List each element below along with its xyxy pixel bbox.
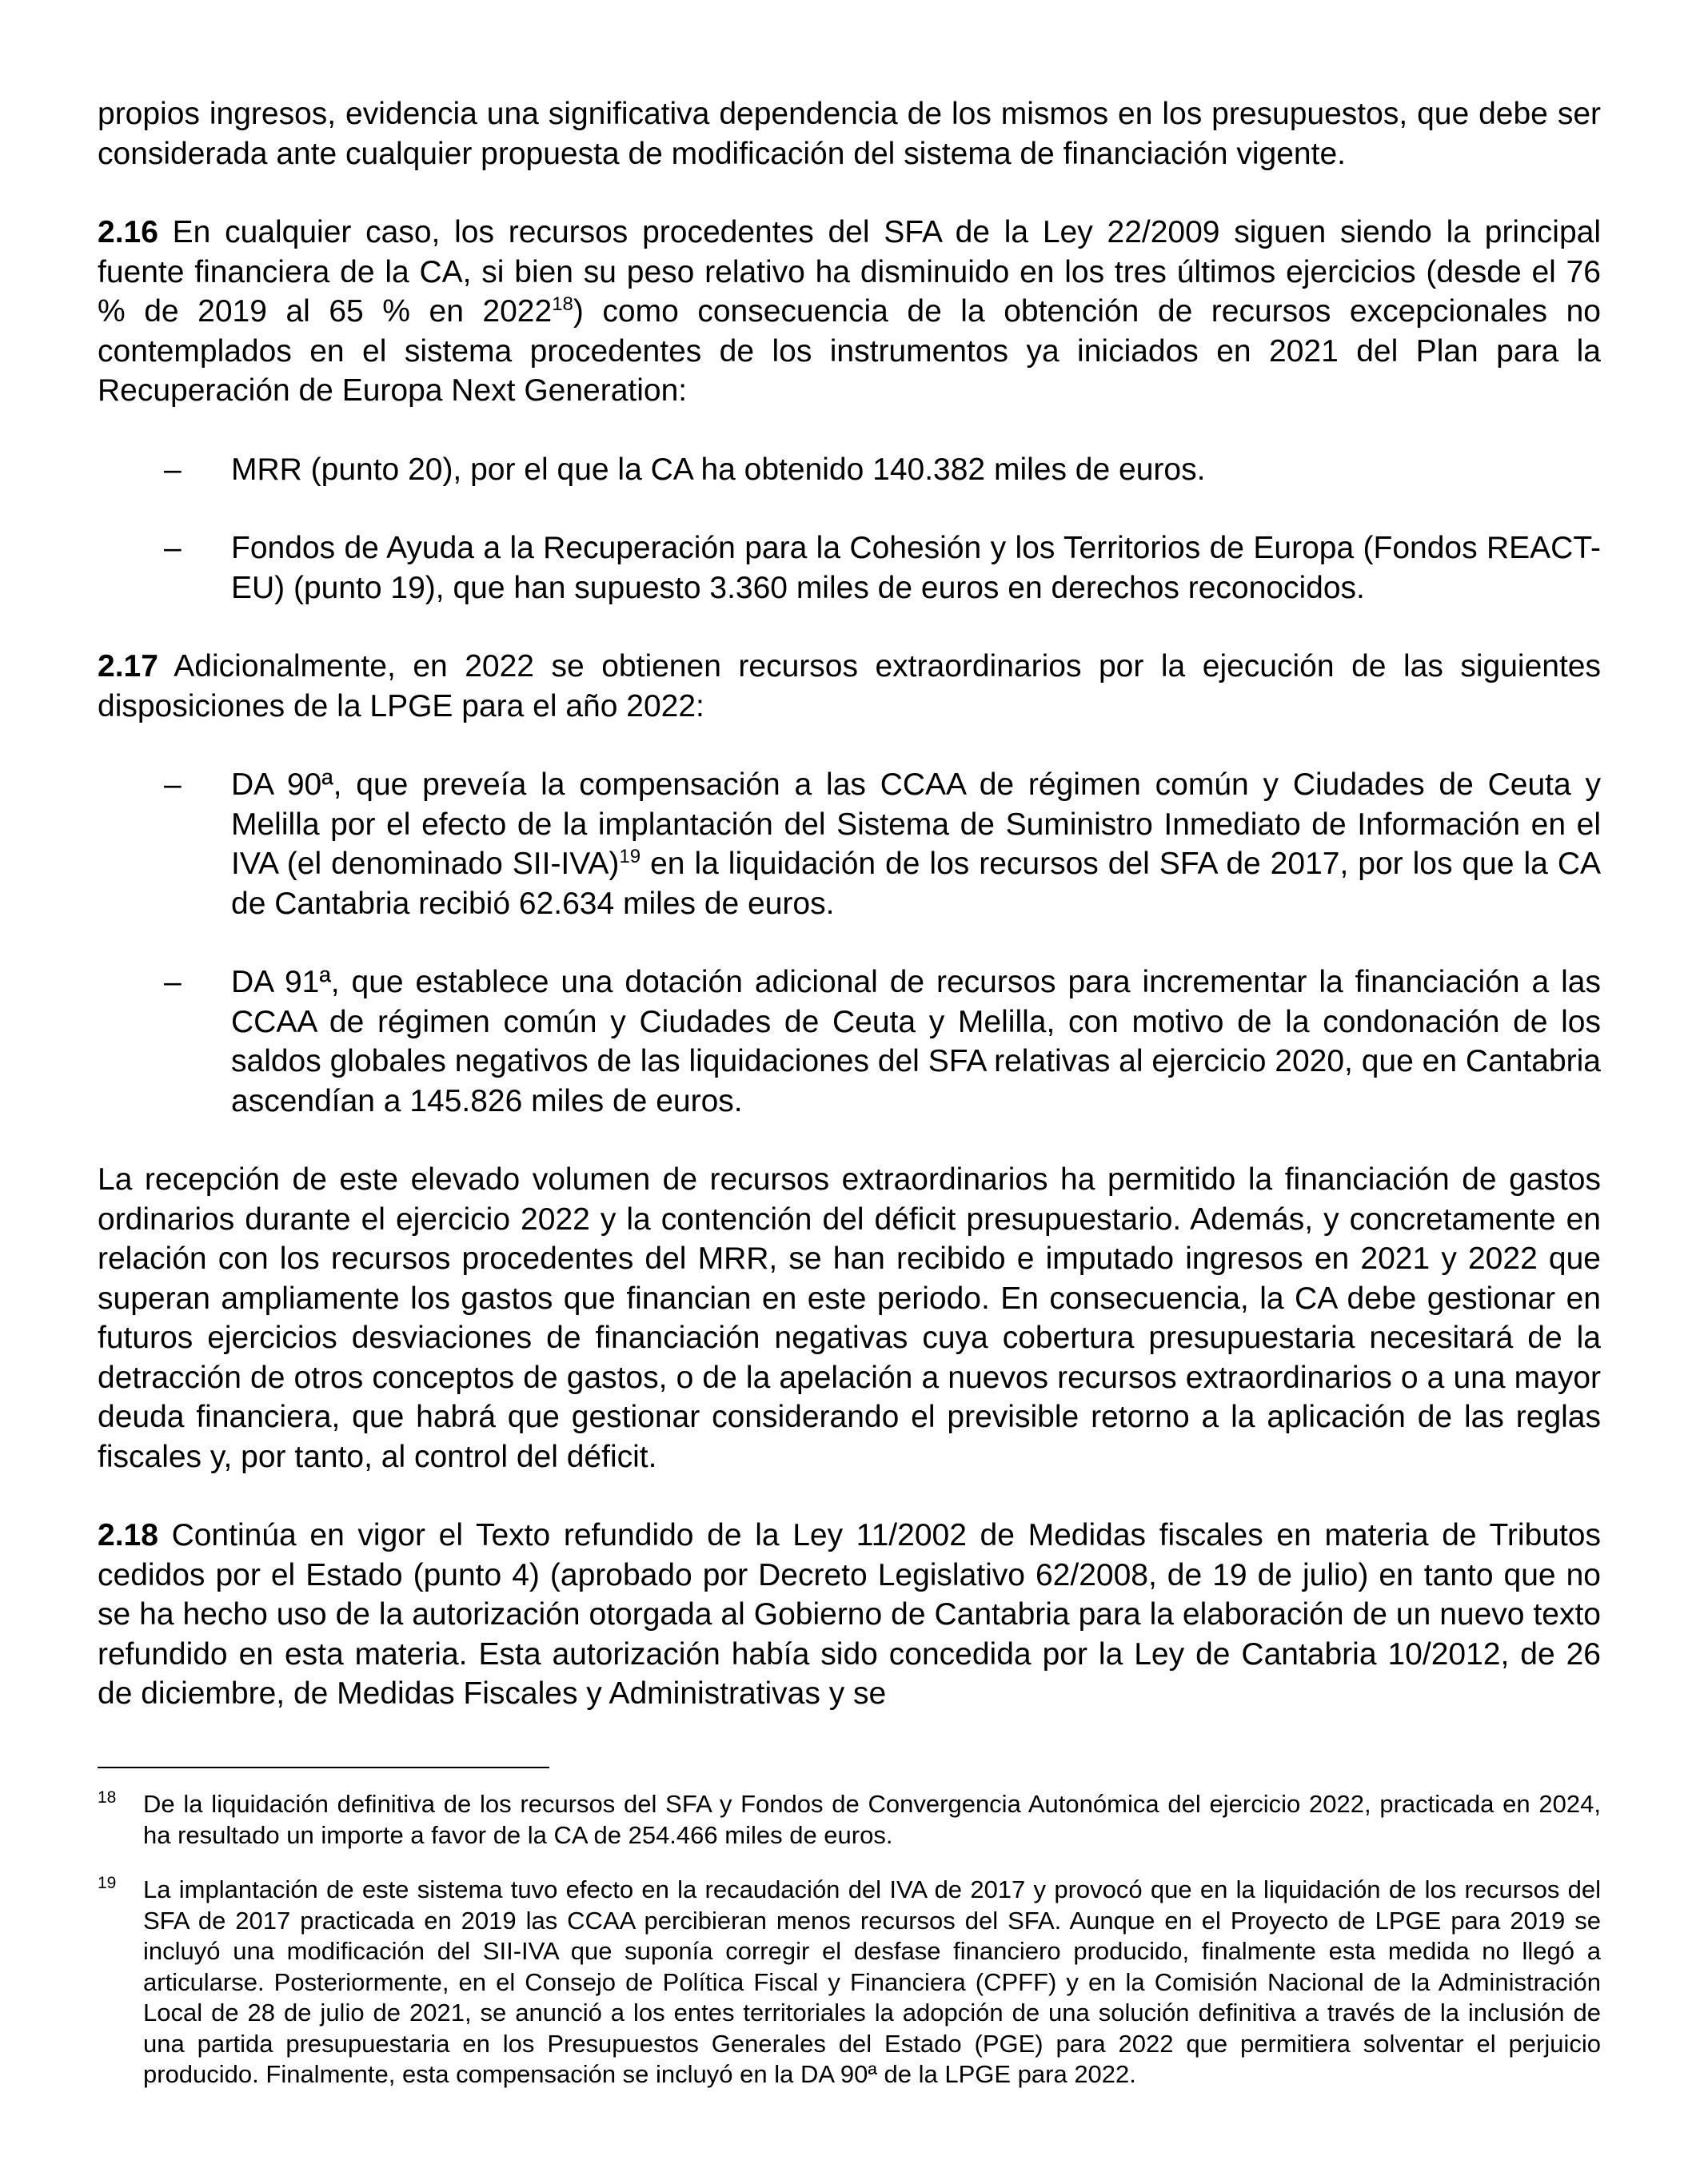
dash-bullet-icon: – [164, 767, 182, 802]
list-item-text-a: DA 90ª, que preveía la compensación a las CCAA de régimen común y Ciudades de Ceuta y Melilla por el efecto de la implantación del Sistema de Suministro Inmediato de Información en el IVA (el denominado SII-IVA) [231, 767, 1601, 881]
footnote-separator [98, 1767, 549, 1768]
list-item [98, 450, 1601, 490]
bullet-list-2-16 [98, 450, 1601, 608]
paragraph-2-16-text-a: En cualquier caso, los recursos procedentes del SFA de la Ley 22/2009 siguen siendo la principal fuente financiera de la CA, si bien su peso relativo ha disminuido en los tres últimos ejercicios (desde el 76 % de 2019 al 65 % en 2022 [98, 215, 1601, 329]
paragraph-2-16-text-b: ) como consecuencia de la obtención de recursos excepcionales no contemplados en el sistema procedentes de los instrumentos ya iniciados en 2021 del Plan para la Recuperación de Europa Next Generation: [98, 294, 1601, 408]
list-item [98, 528, 1601, 608]
footnote-ref-19[interactable]: 19 [619, 846, 641, 867]
paragraph-2-17 [98, 647, 1601, 726]
footnote-text: La implantación de este sistema tuvo efecto en la recaudación del IVA de 2017 y provocó que en la liquidación de los recursos del SFA de 2017 practicada en 2019 las CCAA percibieran menos recursos del SFA. Aunque en el Proyecto de LPGE para 2019 se incluyó una modificación del SII-IVA que suponía corregir el desfase financiero producido, finalmente esta medida no llegó a articularse. Posteriormente, en el Consejo de Política Fiscal y Financiera (CPFF) y en la Comisión Nacional de la Administración Local de 28 de julio de 2021, se anunció a los entes territoriales la adopción de una solución definitiva a través de la inclusión de una partida presupuestaria en los Presupuestos Generales del Estado (PGE) para 2022 que permitiera solventar el perjuicio producido. Finalmente, esta compensación se incluyó en la DA 90ª de la LPGE para 2022. [143, 1875, 1601, 2088]
paragraph-intro [98, 94, 1601, 173]
footnote-number: 18 [98, 1788, 117, 1807]
list-item-text: Fondos de Ayuda a la Recuperación para la Cohesión y los Territorios de Europa (Fondos REACT-EU) (punto 19), que han supuesto 3.360 miles de euros en derechos reconocidos. [231, 531, 1601, 605]
footnote-18 [98, 1789, 1601, 1851]
list-item-text: MRR (punto 20), por el que la CA ha obtenido 140.382 miles de euros. [231, 452, 1206, 487]
bullet-list-2-17 [98, 765, 1601, 1121]
paragraph-2-18 [98, 1516, 1601, 1714]
dash-bullet-icon: – [164, 452, 182, 487]
footnote-19 [98, 1875, 1601, 2090]
section-number-2-17: 2.17 [98, 649, 158, 683]
footnote-number: 19 [98, 1874, 117, 1892]
document-page [98, 94, 1601, 1753]
paragraph-2-17-text: Adicionalmente, en 2022 se obtienen recursos extraordinarios por la ejecución de las siguientes disposiciones de la LPGE para el año 2022: [98, 649, 1601, 723]
paragraph-recepcion [98, 1160, 1601, 1477]
section-number-2-18: 2.18 [98, 1518, 158, 1552]
list-item [98, 962, 1601, 1121]
footnote-ref-18[interactable]: 18 [552, 293, 573, 315]
dash-bullet-icon: – [164, 531, 182, 565]
list-item [98, 765, 1601, 923]
dash-bullet-icon: – [164, 965, 182, 999]
list-item-text-b: en la liquidación de los recursos del SFA de 2017, por los que la CA de Cantabria recibió 62.634 miles de euros. [231, 847, 1602, 921]
list-item-text: DA 91ª, que establece una dotación adicional de recursos para incrementar la financiación a las CCAA de régimen común y Ciudades de Ceuta y Melilla, con motivo de la condonación de los saldos globales negativos de las liquidaciones del SFA relativas al ejercicio 2020, que en Cantabria ascendían a 145.826 miles de euros. [231, 965, 1601, 1118]
section-number-2-16: 2.16 [98, 215, 158, 249]
paragraph-2-16 [98, 213, 1601, 411]
paragraph-2-18-text: Continúa en vigor el Texto refundido de la Ley 11/2002 de Medidas fiscales en materia de Tributos cedidos por el Estado (punto 4) (aprobado por Decreto Legislativo 62/2008, de 19 de julio) en tanto que no se ha hecho uso de la autorización otorgada al Gobierno de Cantabria para la elaboración de un nuevo texto refundido en esta materia. Esta autorización había sido concedida por la Ley de Cantabria 10/2012, de 26 de diciembre, de Medidas Fiscales y Administrativas y se [98, 1518, 1601, 1711]
footnote-text: De la liquidación definitiva de los recursos del SFA y Fondos de Convergencia Autonómica del ejercicio 2022, practicada en 2024, ha resultado un importe a favor de la CA de 254.466 miles de euros. [143, 1790, 1601, 1849]
paragraph-recepcion-text: La recepción de este elevado volumen de recursos extraordinarios ha permitido la financiación de gastos ordinarios durante el ejercicio 2022 y la contención del déficit presupuestario. Además, y concretamente en relación con los recursos procedentes del MRR, se han recibido e imputado ingresos en 2021 y 2022 que superan ampliamente los gastos que financian en este periodo. En consecuencia, la CA debe gestionar en futuros ejercicios desviaciones de financiación negativas cuya cobertura presupuestaria necesitará de la detracción de otros conceptos de gastos, o de la apelación a nuevos recursos extraordinarios o a una mayor deuda financiera, que habrá que gestionar considerando el previsible retorno a la aplicación de las reglas fiscales y, por tanto, al control del déficit. [98, 1162, 1601, 1474]
footnotes-section [98, 1767, 1601, 2114]
paragraph-intro-text: propios ingresos, evidencia una significativa dependencia de los mismos en los presupuestos, que debe ser considerada ante cualquier propuesta de modificación del sistema de financiación vigente. [98, 97, 1601, 171]
